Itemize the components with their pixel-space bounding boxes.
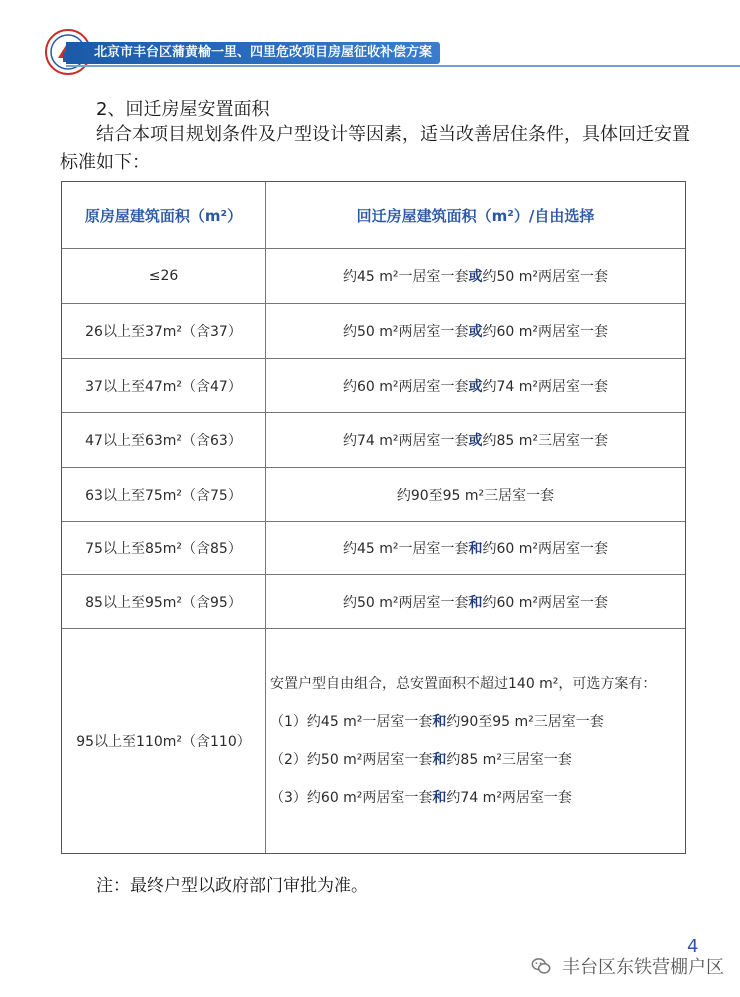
table-header-row: [62, 182, 685, 249]
option-a: 约90至95 m²三居室一套: [396, 487, 555, 504]
option-a: 约50 m²两居室一套: [342, 324, 469, 340]
original-area-cell: 75以上至85m²（含85）: [62, 522, 266, 574]
resettlement-option-cell: [266, 304, 685, 358]
table-row: [62, 522, 685, 575]
resettlement-option-cell: [266, 249, 685, 303]
option-b: 约60 m²两居室一套: [482, 541, 609, 557]
combination-options-list: [270, 665, 656, 817]
option-a: （2）约50 m²两居室一套: [270, 752, 433, 768]
original-area-cell: 95以上至110m²（含110）: [62, 629, 266, 853]
original-area-cell: 37以上至47m²（含47）: [62, 359, 266, 412]
option-b: 约60 m²两居室一套: [482, 324, 609, 340]
option-a: 约50 m²两居室一套: [342, 594, 469, 611]
header-divider: [66, 65, 740, 67]
resettlement-table: [61, 181, 686, 854]
option-b: 约85 m²三居室一套: [446, 752, 572, 768]
document-header: [0, 0, 740, 70]
original-area-cell: 63以上至75m²（含75）: [62, 468, 266, 521]
account-name: 丰台区东铁营棚户区: [562, 957, 724, 978]
table-row: [62, 575, 685, 629]
option-b: 约90至95 m²三居室一套: [446, 714, 604, 730]
footnote: 注：最终户型以政府部门审批为准。: [96, 876, 368, 896]
option-conjunction: 或: [468, 324, 483, 340]
option-conjunction: 或: [468, 269, 483, 285]
option-conjunction: 或: [468, 433, 483, 449]
option-a: （1）约45 m²一居室一套: [270, 714, 433, 730]
option-a: 约45 m²一居室一套: [342, 541, 469, 557]
option-b: 约60 m²两居室一套: [482, 594, 609, 611]
col-original-area-header: 原房屋建筑面积（m²）: [62, 182, 266, 248]
table-row: [62, 304, 685, 359]
combination-intro: 安置户型自由组合，总安置面积不超过140 m²，可选方案有：: [270, 676, 657, 692]
resettlement-option-cell: [266, 413, 685, 467]
table-row: [62, 413, 685, 468]
table-row-combination: [62, 629, 685, 853]
option-conjunction: 和: [468, 541, 483, 557]
option-a: （3）约60 m²两居室一套: [270, 790, 433, 806]
header-title: 北京市丰台区蒲黄榆一里、四里危改项目房屋征收补偿方案: [66, 42, 440, 64]
option-a: 约74 m²两居室一套: [342, 433, 469, 449]
combination-option: [270, 741, 656, 779]
original-area-cell: 47以上至63m²（含63）: [62, 413, 266, 467]
col-resettlement-area-header: 回迁房屋建筑面积（m²）/自由选择: [356, 206, 595, 225]
table-row: [62, 359, 685, 413]
option-b: 约50 m²两居室一套: [482, 269, 609, 285]
original-area-cell: 26以上至37m²（含37）: [62, 304, 266, 358]
option-b: 约85 m²三居室一套: [482, 433, 609, 449]
resettlement-option-cell: [266, 522, 685, 574]
combination-options-cell: [266, 629, 685, 853]
combination-option: [270, 703, 656, 741]
resettlement-option-cell: [266, 468, 685, 521]
option-a: 约60 m²两居室一套: [342, 378, 469, 395]
page-number: 4: [687, 936, 699, 957]
option-conjunction: 和: [432, 752, 447, 768]
resettlement-option-cell: [266, 359, 685, 412]
original-area-cell: ≤26: [62, 249, 266, 303]
intro-paragraph: 结合本项目规划条件及户型设计等因素，适当改善居住条件，具体回迁安置标准如下：: [60, 124, 690, 173]
option-conjunction: 和: [432, 790, 447, 806]
original-area-cell: 85以上至95m²（含95）: [62, 575, 266, 628]
section-heading: 2、回迁房屋安置面积: [96, 99, 270, 120]
option-b: 约74 m²两居室一套: [482, 378, 609, 395]
wechat-icon: [530, 955, 552, 977]
resettlement-option-cell: [266, 575, 685, 628]
option-b: 约74 m²两居室一套: [446, 790, 572, 806]
option-conjunction: 和: [432, 714, 447, 730]
option-a: 约45 m²一居室一套: [342, 269, 469, 285]
option-conjunction: 和: [468, 594, 483, 611]
table-row: [62, 468, 685, 522]
combination-option: [270, 779, 656, 817]
account-watermark: [530, 953, 724, 979]
option-conjunction: 或: [468, 378, 483, 395]
table-row: [62, 249, 685, 304]
